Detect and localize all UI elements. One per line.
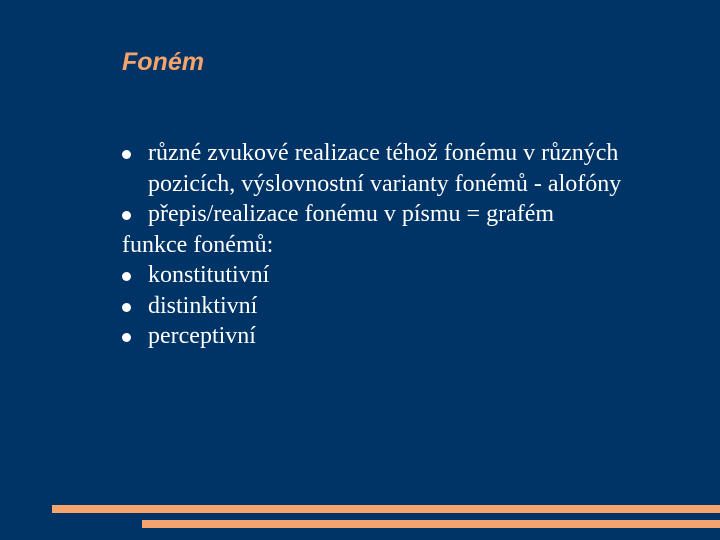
bullet-text: distinktivní (148, 292, 258, 319)
bullet-item (122, 321, 702, 352)
bullet-item (122, 199, 702, 230)
bullet-item (122, 138, 702, 199)
bullet-dot-icon (122, 150, 131, 159)
bullet-dot-icon (122, 333, 131, 342)
slide-title: Foném (122, 48, 204, 76)
bullet-text: různé zvukové realizace téhož fonému v různých pozicích, výslovnostní varianty fonémů - alofóny (148, 140, 622, 197)
bullet-text: přepis/realizace fonému v písmu = grafém (148, 201, 555, 227)
section-label-text: funkce fonémů: (122, 231, 274, 258)
decorative-bar-bottom (142, 520, 720, 528)
bullet-item (122, 291, 702, 322)
bullet-text: perceptivní (148, 323, 256, 349)
decorative-bar-top (52, 505, 720, 513)
bullet-dot-icon (122, 211, 131, 220)
bullet-dot-icon (122, 272, 131, 281)
slide-content (122, 138, 702, 352)
bullet-dot-icon (122, 303, 131, 312)
bullet-item (122, 260, 702, 291)
section-label (122, 230, 702, 261)
bullet-text: konstitutivní (148, 262, 270, 288)
